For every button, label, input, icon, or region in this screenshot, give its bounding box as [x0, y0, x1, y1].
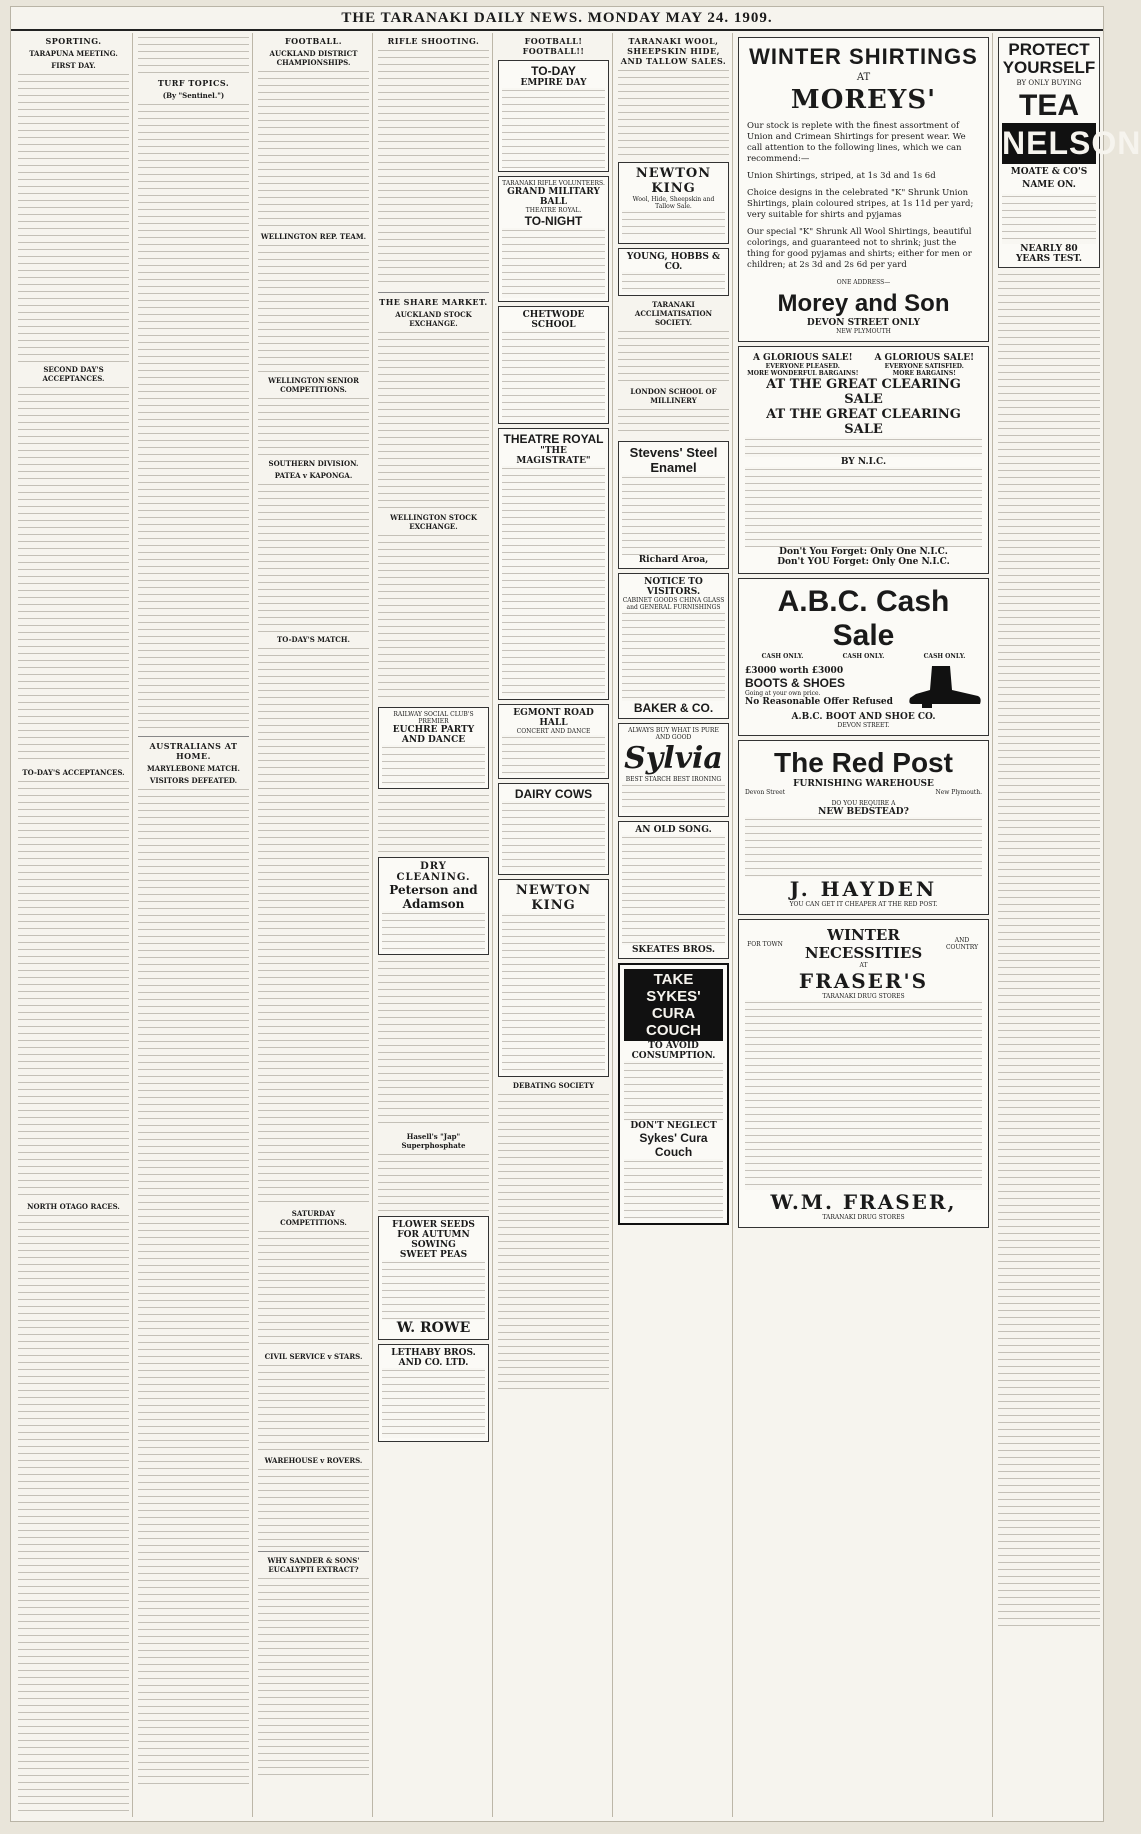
- advert-notice-to-visitors: NOTICE TO VISITORS. CABINET GOODS CHINA GLASS and GENERAL FURNISHINGS BAKER & CO.: [618, 573, 729, 719]
- article-text: [258, 1229, 369, 1349]
- advert-nelson-moate-tea: PROTECT YOURSELF BY ONLY BUYING TEA NELSON MOATE & CO'S NAME ON. NEARLY 80 YEARS TEST.: [998, 37, 1100, 268]
- column-rifle-shares: [375, 33, 493, 1817]
- subheading: VISITORS DEFEATED.: [149, 776, 238, 785]
- advert-nic-clearing-sale: A GLORIOUS SALE! A GLORIOUS SALE! EVERYONE PLEASED. EVERYONE SATISFIED. MORE WONDERFUL BARGAINS! MORE BARGAINS! AT THE GREAT CLEARING SALE AT THE GREAT CLEARING SALE BY N.I.C. Don't You Forget: Only One N.I.C. Don't YOU Forget: Only One N.I.C.: [738, 346, 989, 574]
- subheading: (By "Sentinel."): [162, 91, 225, 100]
- article-text: [618, 407, 729, 437]
- masthead: THE TARANAKI DAILY NEWS. MONDAY MAY 24. 1909.: [11, 7, 1103, 31]
- subheading: MARYLEBONE MATCH.: [147, 764, 240, 773]
- article-text: [138, 787, 249, 1787]
- advert-newton-king-wool: NEWTON KING Wool, Hide, Sheepskin and Tallow Sale.: [618, 162, 729, 244]
- advert-chetwode-school: CHETWODE SCHOOL: [498, 306, 609, 424]
- column-football: [255, 33, 373, 1817]
- subheading: WELLINGTON REP. TEAM.: [260, 232, 367, 241]
- subheading: TARAPUNA MEETING.: [29, 49, 118, 58]
- advert-theatre-royal: THEATRE ROYAL "THE MAGISTRATE": [498, 428, 609, 700]
- article-text: [138, 35, 249, 75]
- subheading: AUCKLAND STOCK EXCHANGE.: [395, 310, 472, 328]
- advert-skeates-bros: AN OLD SONG. SKEATES BROS.: [618, 821, 729, 959]
- subheading: Hasell's "Jap" Superphosphate: [401, 1132, 466, 1150]
- advert-moreys-shirtings: WINTER SHIRTINGS AT MOREYS' Our stock is replete with the finest assortment of Union and Crimean Shirtings for present wear. We call attention to the following lines, which we can recommend:— Union Shirtings, striped, at 1s 3d and 1s 6d Choice designs in the celebrated "K" Shrunk Union Shirtings, plain coloured stripes, at 1s 11d per yard; very suitable for shirts and pyjamas Our special "K" Shrunk All Wool Shirtings, beautiful colorings, and guaranteed not to shrink; just the thing for good pyjamas and shirts; either for men or children; at 2s 3d and 2s 6d per yard ONE ADDRESS— Morey and Son DEVON STREET ONLY NEW PLYMOUTH: [738, 37, 989, 342]
- article-text: [258, 1576, 369, 1776]
- article-text: [618, 68, 729, 158]
- subheading: DEBATING SOCIETY: [512, 1081, 595, 1090]
- subheading: CIVIL SERVICE v STARS.: [264, 1352, 363, 1361]
- column-turf: [135, 33, 253, 1817]
- advert-dry-cleaning: DRY CLEANING. Peterson and Adamson: [378, 857, 489, 955]
- columns: [15, 33, 1141, 1817]
- column-display-ads: [735, 33, 993, 1817]
- subheading: PATEA v KAPONGA.: [274, 471, 353, 480]
- subheading: SECOND DAY'S ACCEPTANCES.: [42, 365, 105, 383]
- article-text: [378, 48, 489, 288]
- advert-euchre: RAILWAY SOCIAL CLUB'S PREMIER EUCHRE PARTY AND DANCE: [378, 707, 489, 789]
- section-heading: SPORTING.: [45, 36, 102, 46]
- article-text: [18, 72, 129, 362]
- section-heading: FOOTBALL! FOOTBALL!!: [522, 36, 585, 56]
- advert-egmont-road-hall: EGMONT ROAD HALL CONCERT AND DANCE: [498, 704, 609, 779]
- article-text: [18, 385, 129, 765]
- article-text: [378, 793, 489, 853]
- subheading: WELLINGTON SENIOR COMPETITIONS.: [268, 376, 359, 394]
- classified-ads-text: [998, 272, 1100, 1632]
- advert-stevens-enamel: Stevens' Steel Enamel Richard Aroa,: [618, 441, 729, 569]
- divider: [378, 292, 489, 293]
- subheading: WELLINGTON STOCK EXCHANGE.: [390, 513, 477, 531]
- newspaper-page: [10, 6, 1141, 1822]
- column-sporting: [15, 33, 133, 1817]
- article-text: [258, 396, 369, 456]
- article-text: [18, 779, 129, 1199]
- advert-young-hobbs: YOUNG, HOBBS & CO.: [618, 248, 729, 296]
- advert-newton-king-cattle: NEWTON KING: [498, 879, 609, 1077]
- advert-dairy-cows: DAIRY COWS: [498, 783, 609, 875]
- subheading: WAREHOUSE v ROVERS.: [264, 1456, 363, 1465]
- advert-football-today: TO-DAY EMPIRE DAY: [498, 60, 609, 172]
- subheading: TARANAKI ACCLIMATISATION SOCIETY.: [634, 300, 713, 327]
- article-text: [258, 1467, 369, 1547]
- section-heading: TARANAKI WOOL, SHEEPSKIN HIDE, AND TALLOW SALES.: [620, 36, 727, 66]
- subheading: FIRST DAY.: [51, 61, 96, 70]
- article-text: [618, 329, 729, 384]
- section-heading: THE SHARE MARKET.: [379, 297, 488, 307]
- subheading: TO-DAY'S ACCEPTANCES.: [22, 768, 125, 777]
- advert-abc-cash-sale: A.B.C. Cash Sale CASH ONLY. CASH ONLY. CASH ONLY. £3000 worth £3000 BOOTS & SHOES Going at your own price. No Reasonable Offer Refused A.B.C. BOOT AND SHOE CO. DEVON STREET.: [738, 578, 989, 736]
- article-text: [258, 646, 369, 1206]
- subheading: WHY SANDER & SONS' EUCALYPTI EXTRACT?: [267, 1556, 360, 1574]
- article-text: [378, 959, 489, 1129]
- subheading: TO-DAY'S MATCH.: [277, 635, 350, 644]
- section-heading: AUSTRALIANS AT HOME.: [149, 741, 238, 761]
- article-text: [18, 1213, 129, 1813]
- advert-sykes-cura-couch: TAKE SYKES' CURA COUCH TO AVOID CONSUMPTION. DON'T NEGLECT Sykes' Cura Couch: [618, 963, 729, 1225]
- column-notices: [615, 33, 733, 1817]
- section-heading: RIFLE SHOOTING.: [387, 36, 480, 46]
- article-text: [258, 243, 369, 373]
- subheading: NORTH OTAGO RACES.: [27, 1202, 120, 1211]
- advert-lethaby: LETHABY BROS. AND CO. LTD.: [378, 1344, 489, 1442]
- article-text: [138, 102, 249, 732]
- article-text: [378, 330, 489, 510]
- article-text: [378, 533, 489, 703]
- article-text: [258, 1363, 369, 1453]
- subheading: LONDON SCHOOL OF MILLINERY: [630, 387, 717, 405]
- advert-rowe-seeds: FLOWER SEEDS FOR AUTUMN SOWING SWEET PEAS W. ROWE: [378, 1216, 489, 1340]
- subheading: AUCKLAND DISTRICT CHAMPIONSHIPS.: [269, 49, 358, 67]
- divider: [258, 1551, 369, 1552]
- advert-sylvia-starch: ALWAYS BUY WHAT IS PURE AND GOOD Sylvia BEST STARCH BEST IRONING: [618, 723, 729, 817]
- classified-text: [498, 1092, 609, 1392]
- boot-illustration-icon: [902, 664, 982, 708]
- advert-frasers: FOR TOWN WINTER NECESSITIES AND COUNTRY AT FRASER'S TARANAKI DRUG STORES W.M. FRASER, TARANAKI DRUG STORES: [738, 919, 989, 1228]
- advert-red-post: The Red Post FURNISHING WAREHOUSE Devon Street New Plymouth. DO YOU REQUIRE A NEW BEDSTEAD? J. HAYDEN YOU CAN GET IT CHEAPER AT THE RED POST.: [738, 740, 989, 915]
- section-heading: FOOTBALL.: [284, 36, 343, 46]
- article-text: [258, 69, 369, 229]
- subheading: SOUTHERN DIVISION.: [268, 459, 359, 468]
- advert-military-ball: TARANAKI RIFLE VOLUNTEERS. GRAND MILITARY BALL THEATRE ROYAL. TO-NIGHT: [498, 176, 609, 302]
- article-text: [378, 1152, 489, 1212]
- column-classifieds: [995, 33, 1141, 1817]
- column-events: [495, 33, 613, 1817]
- subheading: SATURDAY COMPETITIONS.: [280, 1209, 347, 1227]
- article-text: [258, 482, 369, 632]
- section-heading: TURF TOPICS.: [157, 78, 230, 88]
- divider: [138, 736, 249, 737]
